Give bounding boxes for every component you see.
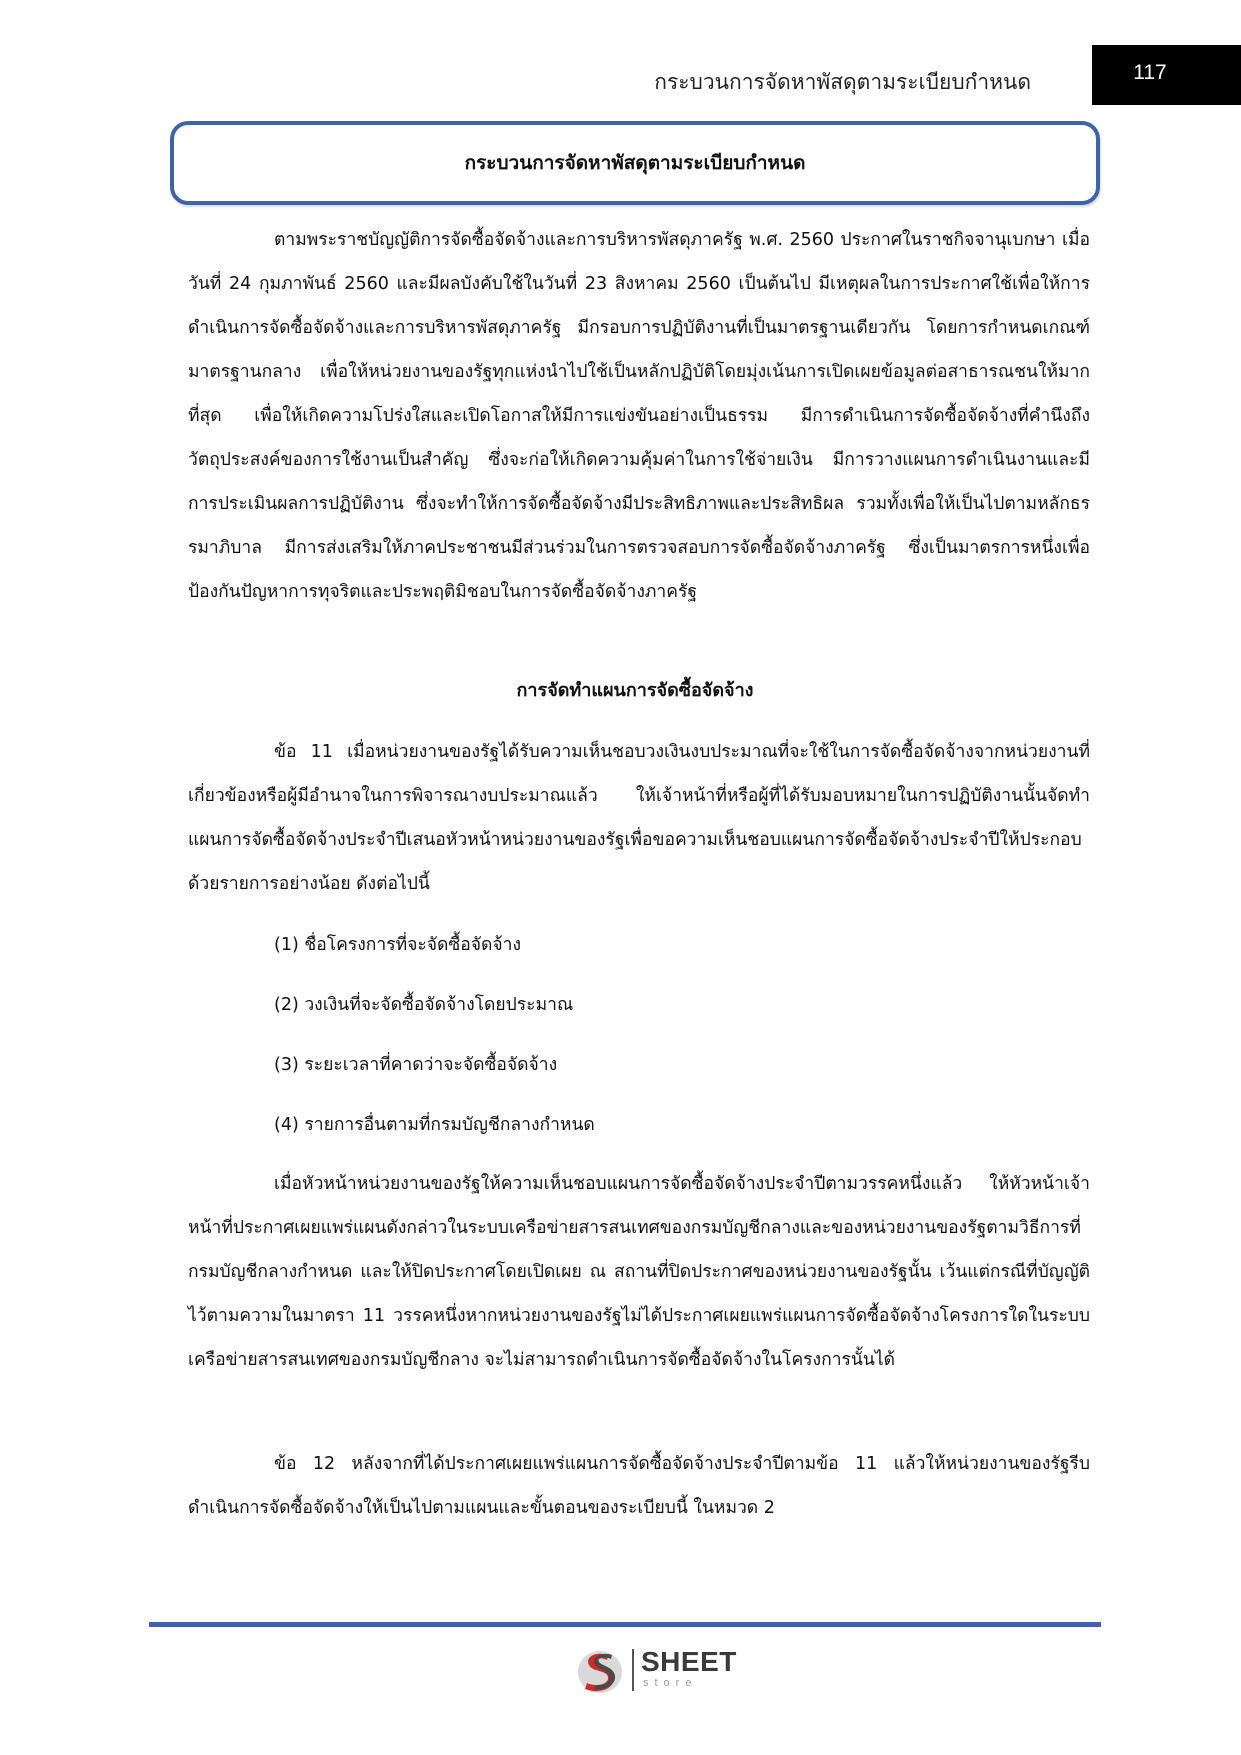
title-box: [170, 121, 1100, 205]
footer-divider: [149, 1622, 1101, 1627]
section-subheading: การจัดทำแผนการจัดซื้อจัดจ้าง: [516, 680, 754, 701]
plan-items-list: [274, 925, 595, 1165]
sheet-store-logo: [575, 1645, 745, 1695]
logo-divider: [632, 1649, 634, 1691]
list-item: (3) ระยะเวลาที่คาดว่าจะจัดซื้อจัดจ้าง: [274, 1055, 558, 1075]
running-header-title: กระบวนการจัดหาพัสดุตามระเบียบกำหนด: [654, 70, 1031, 94]
list-item: (4) รายการอื่นตามที่กรมบัญชีกลางกำหนด: [274, 1115, 595, 1135]
clause-11-second-paragraph: เมื่อหัวหน้าหน่วยงานของรัฐให้ความเห็นชอบแผนการจัดซื้อจัดจ้างประจำปีตามวรรคหนึ่งแล้ว ให้หัวหน้าเจ้าหน้าที่ประกาศเผยแพร่แผนดังกล่าวในระบบเครือข่ายสารสนเทศของกรมบัญชีกลางและของหน่วยงานของรัฐตามวิธีการที่กรมบัญชีกลางกำหนด และให้ปิดประกาศโดยเปิดเผย ณ สถานที่ปิดประกาศของหน่วยงานของรัฐนั้น เว้นแต่กรณีที่บัญญัติไว้ตามความในมาตรา 11 วรรคหนึ่งหากหน่วยงานของรัฐไม่ได้ประกาศเผยแพร่แผนการจัดซื้อจัดจ้างโครงการใดในระบบเครือข่ายสารสนเทศของกรมบัญชีกลาง จะไม่สามารถดำเนินการจัดซื้อจัดจ้างในโครงการนั้นได้: [188, 1174, 1090, 1370]
logo-subtext: store: [643, 1677, 698, 1689]
sheet-store-logo-icon: [575, 1645, 625, 1695]
page-number: 117: [1133, 61, 1167, 84]
page-number-box: [1092, 45, 1241, 105]
list-item: (2) วงเงินที่จะจัดซื้อจัดจ้างโดยประมาณ: [274, 995, 574, 1015]
clause-11-paragraph: ข้อ 11 เมื่อหน่วยงานของรัฐได้รับความเห็นชอบวงเงินงบประมาณที่จะใช้ในการจัดซื้อจัดจ้างจากหน่วยงานที่เกี่ยวข้องหรือผู้มีอำนาจในการพิจารณางบประมาณแล้ว ให้เจ้าหน้าที่หรือผู้ที่ได้รับมอบหมายในการปฏิบัติงานนั้นจัดทำแผนการจัดซื้อจัดจ้างประจำปีเสนอหัวหน้าหน่วยงานของรัฐเพื่อขอความเห็นชอบแผนการจัดซื้อจัดจ้างประจำปีให้ประกอบด้วยรายการอย่างน้อย ดังต่อไปนี้: [188, 742, 1090, 894]
page-title: กระบวนการจัดหาพัสดุตามระเบียบกำหนด: [464, 152, 806, 174]
list-item: (1) ชื่อโครงการที่จะจัดซื้อจัดจ้าง: [274, 935, 522, 955]
clause-12-paragraph: ข้อ 12 หลังจากที่ได้ประกาศเผยแพร่แผนการจัดซื้อจัดจ้างประจำปีตามข้อ 11 แล้วให้หน่วยงานของรัฐรีบดำเนินการจัดซื้อจัดจ้างให้เป็นไปตามแผนและขั้นตอนของระเบียบนี้ ในหมวด 2: [188, 1454, 1090, 1518]
logo-wordmark: SHEET: [641, 1646, 737, 1677]
intro-paragraph: ตามพระราชบัญญัติการจัดซื้อจัดจ้างและการบริหารพัสดุภาครัฐ พ.ศ. 2560 ประกาศในราชกิจจานุเบกษา เมื่อวันที่ 24 กุมภาพันธ์ 2560 และมีผลบังคับใช้ในวันที่ 23 สิงหาคม 2560 เป็นต้นไป มีเหตุผลในการประกาศใช้เพื่อให้การดำเนินการจัดซื้อจัดจ้างและการบริหารพัสดุภาครัฐ มีกรอบการปฏิบัติงานที่เป็นมาตรฐานเดียวกัน โดยการกำหนดเกณฑ์มาตรฐานกลาง เพื่อให้หน่วยงานของรัฐทุกแห่งนำไปใช้เป็นหลักปฏิบัติโดยมุ่งเน้นการเปิดเผยข้อมูลต่อสาธารณชนให้มากที่สุด เพื่อให้เกิดความโปร่งใสและเปิดโอกาสให้มีการแข่งขันอย่างเป็นธรรม มีการดำเนินการจัดซื้อจัดจ้างที่คำนึงถึงวัตถุประสงค์ของการใช้งานเป็นสำคัญ ซึ่งจะก่อให้เกิดความคุ้มค่าในการใช้จ่ายเงิน มีการวางแผนการดำเนินงานและมีการประเมินผลการปฏิบัติงาน ซึ่งจะทำให้การจัดซื้อจัดจ้างมีประสิทธิภาพและประสิทธิผล รวมทั้งเพื่อให้เป็นไปตามหลักธรรมาภิบาล มีการส่งเสริมให้ภาคประชาชนมีส่วนร่วมในการตรวจสอบการจัดซื้อจัดจ้างภาครัฐ ซึ่งเป็นมาตรการหนึ่งเพื่อป้องกันปัญหาการทุจริตและประพฤติมิชอบในการจัดซื้อจัดจ้างภาครัฐ: [188, 230, 1090, 602]
